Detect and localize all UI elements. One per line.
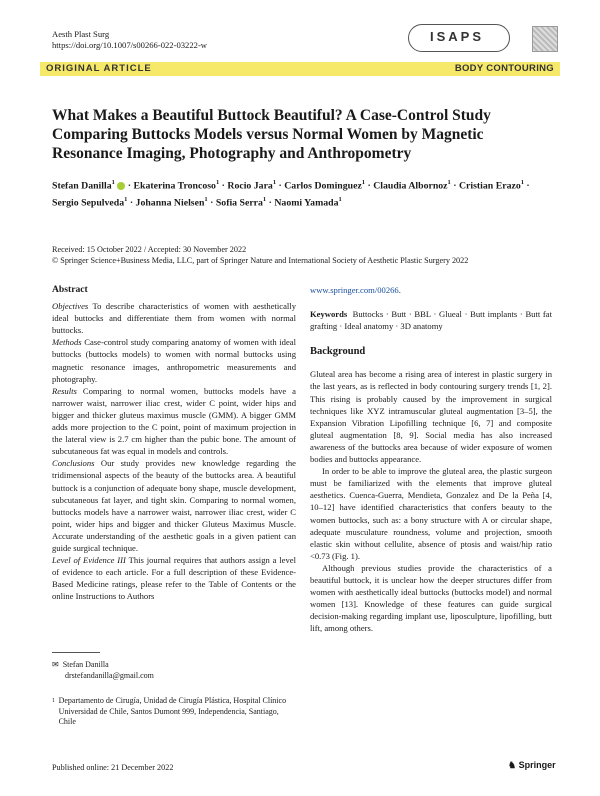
author-name: Carlos Dominguez bbox=[284, 180, 362, 192]
correspondence-name: Stefan Danilla bbox=[62, 660, 109, 669]
author-affiliation-number: 1 bbox=[111, 179, 115, 186]
author-affiliation-number: 1 bbox=[361, 179, 366, 186]
abstract-conclusions: Conclusions Our study provides new knowledge regarding the tridimensional aspects of the beauty of the buttocks area. A beautiful buttock is a conjunction of adequate bony shape, muscle development, subcutaneous fat layer, and tight skin. Comparing to normal women, buttocks models have a narrower waist, narrower iliac crest, wider C point, wider hips and bigger and thicker Gluteus Maximus Muscle. Accurate understanding of the aesthetic goals in a given patient can guide surgical technique. bbox=[52, 458, 296, 553]
received-accepted: Received: 15 October 2022 / Accepted: 30 November 2022 bbox=[52, 245, 247, 254]
keywords: Keywords Buttocks · Butt · BBL · Glueal · Butt implants · Butt fat grafting · Ideal anatomy · 3D anatomy bbox=[310, 309, 552, 332]
journal-name: Aesth Plast Surg bbox=[52, 29, 110, 39]
affiliation-text: Departamento de Cirugía, Unidad de Cirugía Plástica, Hospital Clínico Universidad de Chile, Santos Dumont 999, Independencia, Santiago, Chile bbox=[58, 696, 287, 726]
author-name: Naomi Yamada bbox=[274, 197, 339, 209]
article-title: What Makes a Beautiful Buttock Beautiful? A Case-Control Study Comparing Buttocks Models versus Normal Women by Magnetic Resonance Imaging, Photography and Anthropometry bbox=[52, 107, 491, 162]
author-name: Sergio Sepulveda bbox=[52, 197, 125, 209]
footnote-divider bbox=[52, 652, 100, 653]
category-band bbox=[40, 62, 560, 76]
author-name: Claudia Albornoz bbox=[373, 180, 448, 192]
author-name: Cristian Erazo bbox=[458, 180, 521, 192]
author-affiliation-number: 1 bbox=[447, 179, 451, 186]
springer-logo: ♞ Springer bbox=[508, 760, 556, 770]
society-seal-icon bbox=[532, 26, 558, 52]
correspondence bbox=[52, 660, 296, 681]
abstract-level-of-evidence: Level of Evidence III This journal requires that authors assign a level of evidence to each article. For a full description of these Evidence-Based Medicine ratings, please refer to the Table of Contents or the online Instructions to Authors bbox=[52, 555, 296, 602]
author-affiliation-number: 1 bbox=[262, 196, 267, 204]
journal-header bbox=[52, 29, 207, 50]
orcid-icon[interactable] bbox=[117, 182, 125, 190]
right-column bbox=[310, 284, 552, 634]
article-dates bbox=[52, 245, 552, 266]
abstract-results: Results Comparing to normal women, buttocks models have a narrower waist, narrower iliac crest, wider C point, wider hips and bigger and thicker gluteus maximus muscle (GMM). A bigger GMM adds more projection to the C point, point of maximum projection in the lateral view is 2.7 cm higher than the pubic bone. The amount of subcutaneous fat was equal in models and controls. bbox=[52, 385, 296, 457]
doi-link[interactable]: https://doi.org/10.1007/s00266-022-03222-w bbox=[52, 39, 208, 50]
abstract-column bbox=[52, 284, 296, 602]
level-of-evidence-continued: www.springer.com/00266. bbox=[310, 285, 401, 295]
affiliation bbox=[52, 696, 296, 728]
background-paragraph-3: Although previous studies provide the characteristics of a beautiful buttock, it is unclear how the deeper structures differ from women with aesthetically ideal buttocks (buttocks model) and normal women [13]. Knowledge of these features can guide surgical decision-making regarding implant use, liposculpture, lipofilling, butt lift, among others. bbox=[310, 562, 552, 634]
author-affiliation-number: 1 bbox=[272, 179, 277, 186]
author-name: Sofia Serra bbox=[215, 197, 263, 209]
author-name: Johanna Nielsen bbox=[135, 197, 205, 209]
logo-text: ISAPS bbox=[430, 29, 485, 44]
author-list: Stefan Danilla$^1$ · Ekaterina Troncoso$^1$ · Rocio Jara$^1$ · Carlos Dominguez$^1$ · Claudia Albornoz$^1$ · Cristian Erazo$^1$ · Sergio Sepulveda$^1$ · Johanna Nielsen$^1$ · Sofia Serra$^1$ · Naomi Yamada$^1$ bbox=[52, 179, 530, 209]
author-name: Rocio Jara bbox=[227, 180, 273, 192]
author-affiliation-number: 1 bbox=[338, 196, 342, 204]
isaps-logo bbox=[408, 24, 556, 52]
affiliation-number: 1 bbox=[52, 698, 55, 704]
author-name: Ekaterina Troncoso bbox=[133, 180, 216, 192]
springer-link[interactable]: www.springer.com/00266 bbox=[310, 285, 399, 295]
author-name: Stefan Danilla bbox=[52, 180, 112, 192]
article-type: ORIGINAL ARTICLE bbox=[46, 63, 152, 74]
correspondence-email[interactable]: drstefandanilla@gmail.com bbox=[65, 670, 154, 680]
author-affiliation-number: 1 bbox=[124, 196, 128, 204]
springer-horse-icon: ♞ bbox=[508, 760, 517, 770]
abstract-methods: Methods Case-control study comparing anatomy of women with ideal buttocks (buttocks models) to women with normal buttocks using magnetic resonance images, anthropometric measurements and photography. bbox=[52, 337, 296, 384]
author-affiliation-number: 1 bbox=[215, 179, 220, 186]
abstract-objectives: Objectives To describe characteristics of women with aesthetically ideal buttocks and differentiate them from women with normal buttocks. bbox=[52, 301, 296, 336]
copyright-line: © Springer Science+Business Media, LLC, part of Springer Nature and International Society of Aesthetic Plastic Surgery 2022 bbox=[52, 255, 469, 265]
background-paragraph-2: In order to be able to improve the gluteal area, the plastic surgeon must be familiarized with the elements that improve gluteal aesthetics. Cuenca-Guerra, Mendieta, Gonzalez and De la Peña [4, 10–12] have identified characteristics that confers beauty to the women buttocks, such as: a bony structure with A or circular shape, adequate musculature roundness, volume and projection, smooth elastic skin without cellulite, absence of ptosis and waist/hip ratio <0.73 (Fig. 1). bbox=[310, 466, 552, 561]
background-paragraph-1: Gluteal area has become a rising area of interest in plastic surgery in the last years, as is reflected in body contouring surgery trends [1, 2]. This rising is probably caused by the improvement in surgical techniques like XYZ intramuscular gluteal augmentation [3–5], the Expansion Vibration Lipofilling technique [6, 7] and composite gluteal augmentation [8, 9]. Social media has also increased awareness of the buttocks area because of wider exposure of women bodies and buttocks appearance. bbox=[310, 369, 552, 465]
abstract-heading: Abstract bbox=[52, 284, 88, 295]
author-affiliation-number: 1 bbox=[204, 196, 208, 204]
background-heading: Background bbox=[310, 346, 366, 358]
envelope-icon: ✉ bbox=[52, 660, 59, 669]
article-section: BODY CONTOURING bbox=[454, 63, 554, 74]
author-affiliation-number: 1 bbox=[520, 179, 524, 186]
published-online: Published online: 21 December 2022 bbox=[52, 763, 174, 772]
